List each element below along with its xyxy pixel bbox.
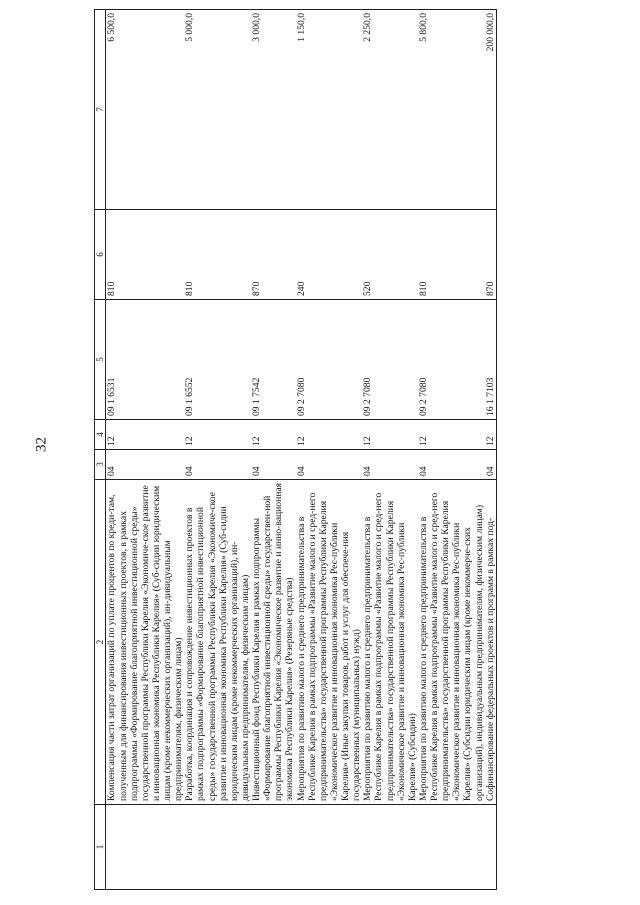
target-article-cell: 09 1 6552 <box>184 300 251 420</box>
section-code-cell: 04 <box>251 450 296 480</box>
row-number-cell <box>184 805 251 890</box>
amount-cell: 200 000,0 <box>485 10 497 210</box>
target-article-cell: 09 1 7542 <box>251 300 296 420</box>
expense-name-cell: Мероприятия по развитию малого и среднего предпринимательства в Республике Карелия в рамках подпрограммы «Развитие малого и сред-него предпринимательства» государственной программы Республики Карелия «Экономическое развитие и инновационная экономика Рес-публики Карелия» (Субсидии юридическим лицам (кроме некоммерче-ских организаций), индивидуальным предпринимателям, физическим лицам) <box>418 480 485 805</box>
section-code-cell: 04 <box>485 450 497 480</box>
amount-cell: 1 150,0 <box>296 10 363 210</box>
table-row <box>106 10 184 890</box>
column-header: 1 <box>95 805 106 890</box>
table-row <box>362 10 418 890</box>
column-header: 4 <box>95 420 106 450</box>
table-row <box>418 10 485 890</box>
section-code-cell: 04 <box>184 450 251 480</box>
row-number-cell <box>418 805 485 890</box>
expense-name-cell: Мероприятия по развитию малого и среднего предпринимательства в Республике Карелия в рамках подпрограммы «Развитие малого и сред-него предпринимательства» государственной программы Республики Карелия «Экономическое развитие и инновационная экономика Рес-публики Карелия» (Субсидии) <box>362 480 418 805</box>
budget-table <box>94 9 497 890</box>
target-article-cell: 09 2 7080 <box>418 300 485 420</box>
page-number: 32 <box>33 437 50 452</box>
expense-name-cell: Мероприятия по развитию малого и среднего предпринимательства в Республике Карелия в рамках подпрограммы «Развитие малого и сред-него предпринимательства» государственной программы Республики Карелия «Экономическое развитие и инновационная экономика Рес-публики Карелия» (Иные закупки товаров, работ и услуг для обеспече-ния государственных (муниципальных) нужд) <box>296 480 363 805</box>
expense-type-cell: 520 <box>362 210 418 300</box>
header-row <box>95 10 106 890</box>
expense-type-cell: 870 <box>251 210 296 300</box>
amount-cell: 2 250,0 <box>362 10 418 210</box>
subsection-code-cell: 12 <box>106 420 184 450</box>
expense-type-cell: 810 <box>106 210 184 300</box>
subsection-code-cell: 12 <box>184 420 251 450</box>
subsection-code-cell: 12 <box>251 420 296 450</box>
target-article-cell: 09 1 6531 <box>106 300 184 420</box>
table-row <box>251 10 296 890</box>
expense-type-cell: 810 <box>418 210 485 300</box>
amount-cell: 6 500,0 <box>106 10 184 210</box>
target-article-cell: 09 2 7080 <box>362 300 418 420</box>
column-header: 6 <box>95 210 106 300</box>
subsection-code-cell: 12 <box>296 420 363 450</box>
column-header: 3 <box>95 450 106 480</box>
row-number-cell <box>106 805 184 890</box>
target-article-cell: 09 2 7080 <box>296 300 363 420</box>
row-number-cell <box>251 805 296 890</box>
expense-type-cell: 240 <box>296 210 363 300</box>
row-number-cell <box>485 805 497 890</box>
expense-name-cell: Компенсация части затрат организаций по уплате процентов по креди-там, полученным для финансирования инвестиционных проектов, в рамках подпрограммы «Формирование благоприятной инвестиционной среды» государственной программы Республики Карелия «Экономиче-ское развитие и инновационная экономика Республики Карелия» (Суб-сидии юридическим лицам (кроме некоммерческих организаций), ин-дивидуальным предпринимателям, физическим лицам) <box>106 480 184 805</box>
amount-cell: 5 800,0 <box>418 10 485 210</box>
target-article-cell: 16 1 7103 <box>485 300 497 420</box>
rotated-table-container <box>94 0 624 890</box>
expense-name-cell: Софинансирование федеральных проектов и программ в рамках под- <box>485 480 497 805</box>
section-code-cell: 04 <box>362 450 418 480</box>
expense-type-cell: 810 <box>184 210 251 300</box>
amount-cell: 5 000,0 <box>184 10 251 210</box>
column-header: 5 <box>95 300 106 420</box>
section-code-cell: 04 <box>106 450 184 480</box>
table-row <box>296 10 363 890</box>
expense-name-cell: Инвестиционный фонд Республики Карелия в рамках подпрограммы «Формирование благоприятной инвестиционной среды» государствен-ной программы Республики Карелия «Экономическое развитие и инно-вационная экономика Республики Карелия» (Резервные средства) <box>251 480 296 805</box>
row-number-cell <box>362 805 418 890</box>
column-header: 2 <box>95 480 106 805</box>
amount-cell: 3 000,0 <box>251 10 296 210</box>
section-code-cell: 04 <box>296 450 363 480</box>
expense-type-cell: 870 <box>485 210 497 300</box>
subsection-code-cell: 12 <box>418 420 485 450</box>
section-code-cell: 04 <box>418 450 485 480</box>
table-row <box>485 10 497 890</box>
expense-name-cell: Разработка, координация и сопровождение инвестиционных проектов в рамках подпрограммы «Формирование благоприятной инвестиционной среды» государственной программы Республики Карелия «Экономиче-ское развитие и инновационная экономика Республики Карелия» (Суб-сидии юридическим лицам (кроме некоммерческих организаций), ин-дивидуальным предпринимателям, физическим лицам) <box>184 480 251 805</box>
row-number-cell <box>296 805 363 890</box>
subsection-code-cell: 12 <box>362 420 418 450</box>
column-header: 7 <box>95 10 106 210</box>
table-row <box>184 10 251 890</box>
subsection-code-cell: 12 <box>485 420 497 450</box>
